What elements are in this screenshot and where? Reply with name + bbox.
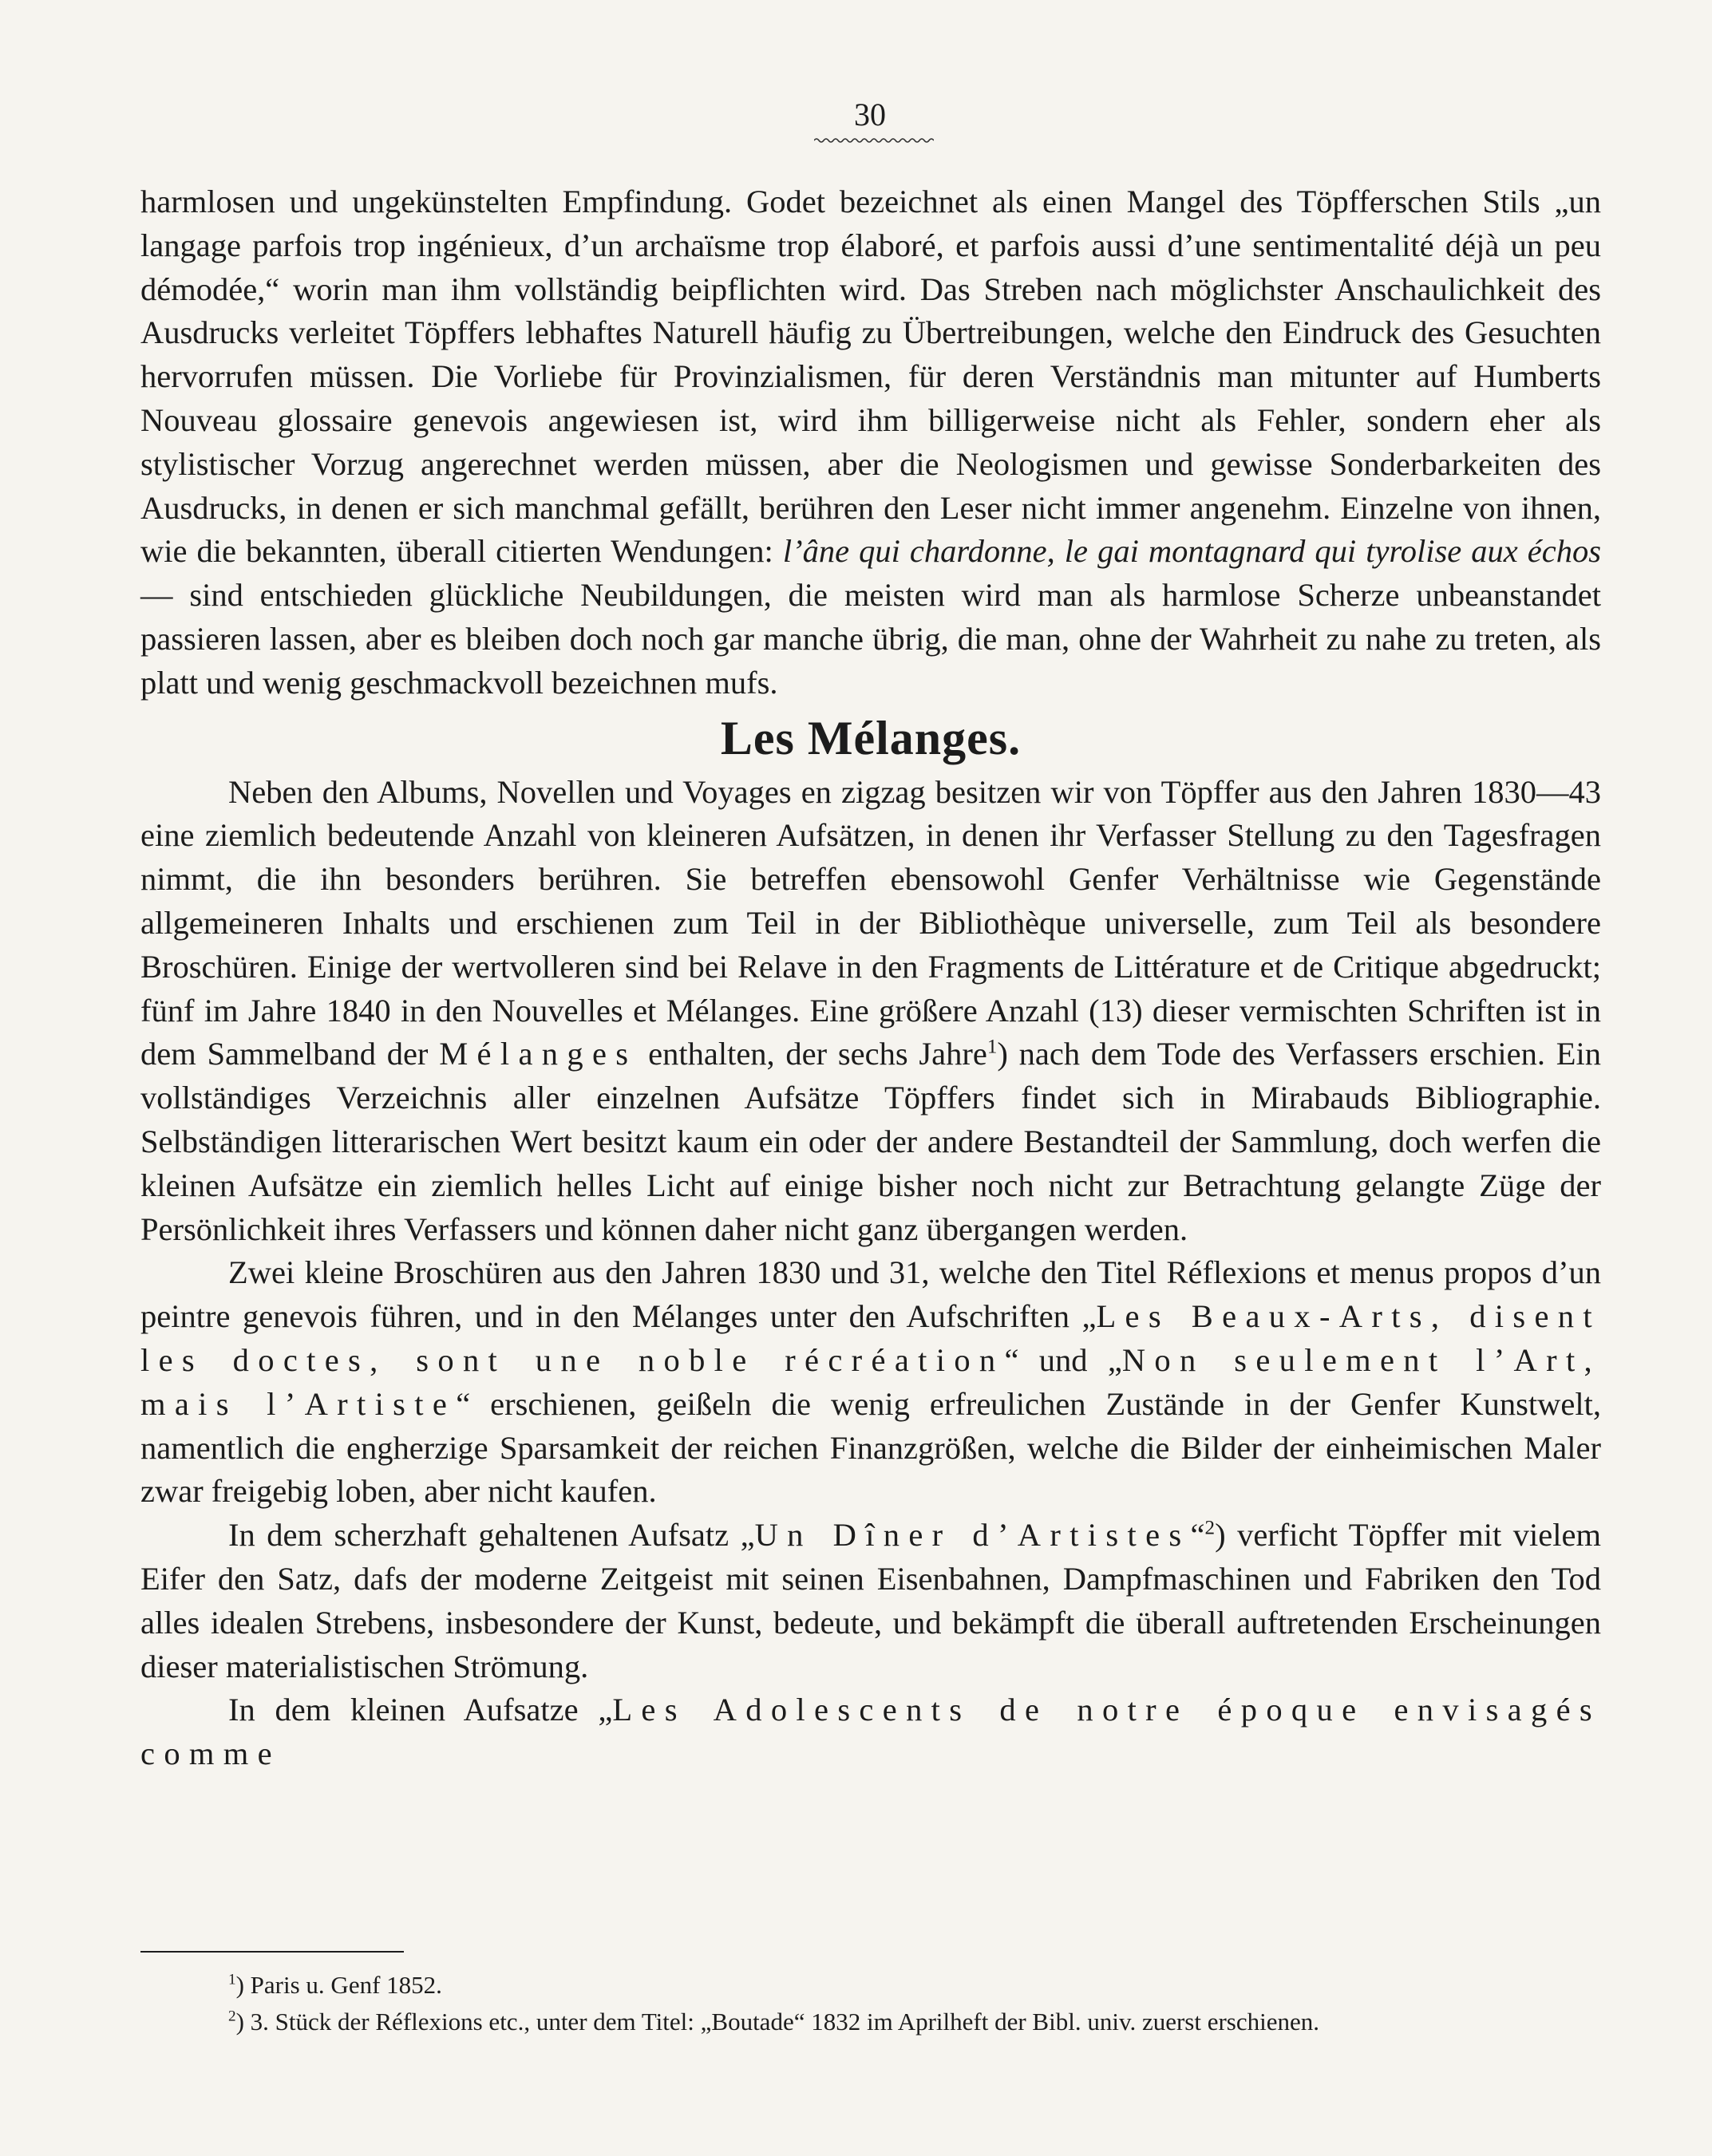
page-number: 30 — [854, 97, 886, 132]
footnotes — [228, 1967, 1601, 2040]
spaced-title: Les Adolescents de notre époque envisagés comme — [140, 1692, 1601, 1772]
spaced-title: Non seulement l’Art, mais l’Artiste — [140, 1341, 1602, 1422]
italic-phrase: l’âne qui chardonne, le gai montagnard qui tyrolise aux échos — [782, 533, 1601, 570]
footnote-2: $^2$) 3. Stück der Réflexions etc., unter dem Titel: „Boutade“ 1832 im Aprilheft der Bibl. univ. zuerst erschienen. — [228, 2008, 1319, 2036]
footnote-mark-2: 2 — [228, 2008, 236, 2025]
spaced-title: Un Dîner d’Artistes — [754, 1517, 1191, 1554]
section-heading: Les Mélanges. — [720, 711, 1022, 764]
footnote-ref-1[interactable]: 1 — [986, 1036, 998, 1058]
paragraph-1: harmlosen und ungekünstelten Empfindung. Godet bezeichnet als einen Mangel des Töpfferschen Stils „un langage parfois trop ingénieux, d’un archaïsme trop élaboré, et parfois aussi d’une sentimentalité déjà un peu démodée,“ worin man ihm vollständig beipflichten wird. Das Streben nach möglichster Anschaulichkeit des Ausdrucks verleitet Töpffers lebhaftes Naturell häufig zu Übertreibungen, welche den Eindruck des Gesuchten hervorrufen müssen. Die Vorliebe für Provinzialismen, für deren Verständnis man mitunter auf Humberts Nouveau glossaire genevois angewiesen ist, wird ihm billigerweise nicht als Fehler, sondern eher als stylistischer Vorzug angerechnet werden müssen, aber die Neologismen und gewisse Sonderbarkeiten des Ausdrucks, in denen er sich manchmal gefällt, berühren den Leser nicht immer angenehm. Einzelne von ihnen, wie die bekannten, überall citierten Wendungen: l’âne qui chardonne, le gai montagnard qui tyrolise aux échos — sind entschieden glückliche Neubildungen, die meisten wird man als harmlose Scherze unbeanstandet passieren lassen, aber es bleiben doch noch gar manche übrig, die man, ohne der Wahrheit zu nahe zu treten, als platt und wenig geschmackvoll bezeichnen mufs. — [140, 184, 1601, 701]
paragraph-4: In dem scherzhaft gehaltenen Aufsatz „Un Dîner d’Artistes“$^2$) verficht Töpffer mit vielem Eifer den Satz, dafs der moderne Zeitgeist mit seinen Eisenbahnen, Dampfmaschinen und Fabriken den Tod alles idealen Strebens, insbesondere der Kunst, bedeute, und bekämpft die überall auftretenden Erscheinungen dieser materialistischen Strömung. — [140, 1517, 1601, 1684]
main-text — [140, 180, 1601, 1776]
paragraph-5: In dem kleinen Aufsatze „Les Adolescents de notre époque envisagés comme — [140, 1692, 1601, 1772]
footnote-ref-2[interactable]: 2 — [1204, 1517, 1216, 1539]
footnote-divider — [140, 1951, 404, 1953]
paragraph-2: Neben den Albums, Novellen und Voyages en zigzag besitzen wir von Töpffer aus den Jahren 1830—43 eine ziemlich bedeutende Anzahl von kleineren Aufsätzen, in denen ihr Verfasser Stellung zu den Tagesfragen nimmt, die ihn besonders berühren. Sie betreffen ebensowohl Genfer Verhältnisse wie Gegenstände allgemeineren Inhalts und erschienen zum Teil in der Bibliothèque universelle, zum Teil als besondere Broschüren. Einige der wertvolleren sind bei Relave in den Fragments de Littérature et de Critique abgedruckt; fünf im Jahre 1840 in den Nouvelles et Mélanges. Eine größere Anzahl (13) dieser vermischten Schriften ist in dem Sammelband der Mélanges enthalten, der sechs Jahre$^1$) nach dem Tode des Verfassers erschien. Ein vollständiges Verzeichnis aller einzelnen Aufsätze Töpffers findet sich in Mirabauds Bibliographie. Selbständigen litterarischen Wert besitzt kaum ein oder der andere Bestandteil der Sammlung, doch werfen die kleinen Aufsätze ein ziemlich helles Licht auf einige bisher noch nicht zur Betrachtung gelangte Züge der Persönlichkeit ihres Verfassers und können daher nicht ganz übergangen werden. — [140, 773, 1602, 1247]
page-number-ornament — [814, 137, 934, 144]
spaced-title: Les Beaux-Arts, disent les doctes, sont une noble récréation — [140, 1298, 1601, 1378]
paragraph-3: Zwei kleine Broschüren aus den Jahren 1830 und 31, welche den Titel Réflexions et menus propos d’un peintre genevois führen, und in den Mélanges unter den Aufschriften „Les Beaux-Arts, disent les doctes, sont une noble récréation“ und „Non seulement l’Art, mais l’Artiste“ erschienen, geißeln die wenig erfreulichen Zustände in der Genfer Kunstwelt, namentlich die engherzige Sparsamkeit der reichen Finanzgrößen, welche die Bilder der einheimischen Maler zwar freigebig loben, aber nicht kaufen. — [140, 1254, 1602, 1510]
footnote-mark-1: 1 — [228, 1971, 236, 1988]
spaced-title: Mélanges — [439, 1036, 638, 1072]
footnote-1: $^1$) Paris u. Genf 1852. — [228, 1971, 442, 1999]
